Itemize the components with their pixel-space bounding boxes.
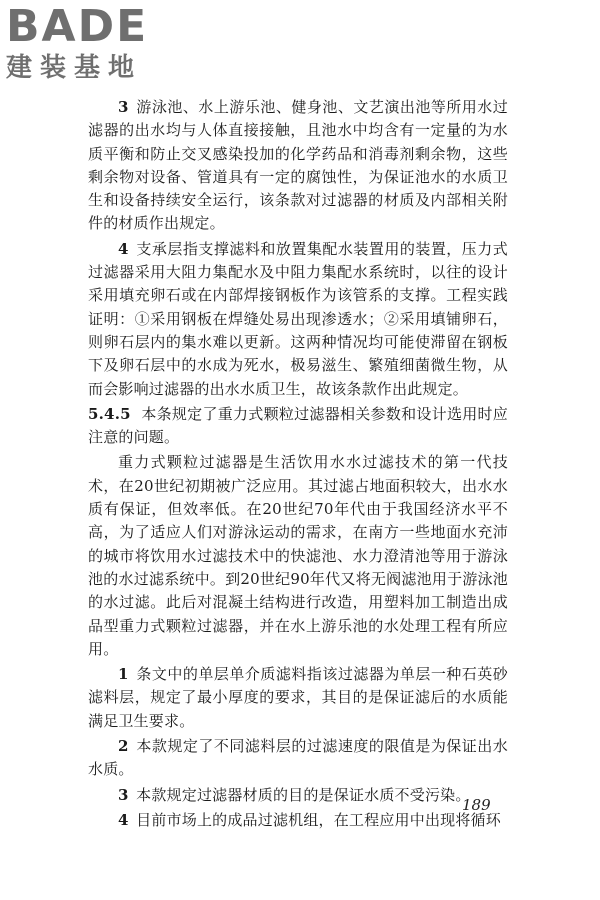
watermark-brand-chinese: 建装基地 (6, 53, 143, 83)
paragraph-text: 本款规定过滤器材质的目的是保证水质不受污染。 (136, 785, 471, 804)
item-number: 4 (118, 810, 129, 829)
item-number: 1 (118, 665, 129, 684)
document-body (88, 96, 508, 834)
paragraph-text: 本条规定了重力式颗粒过滤器相关参数和设计选用时应注意的问题。 (88, 404, 508, 447)
item-number: 4 (118, 239, 129, 258)
paragraph-item-2 (88, 735, 508, 782)
paragraph-text: 支承层指支撑滤料和放置集配水装置用的装置，压力式过滤器采用大阻力集配水及中阻力集配水系统时，以往的设计采用填充卵石或在内部焊接钢板作为该管系的支撑。工程实践证明：①采用钢板在焊缝处易出现渗透水；②采用填铺卵石，则卵石层内的集水难以更新。这两种情况均可能使滞留在钢板下及卵石层中的水成为死水，极易滋生、繁殖细菌微生物，从而会影响过滤器的出水水质卫生，故该条款作出此规定。 (88, 239, 508, 398)
watermark-brand-latin: BADE (6, 1, 149, 52)
item-number: 3 (118, 98, 129, 116)
paragraph-text: 游泳池、水上游乐池、健身池、文艺演出池等所用水过滤器的出水均与人体直接接触，且池水中均含有一定量的为水质平衡和防止交叉感染投加的化学药品和消毒剂剩余物，这些剩余物对设备、管道具有一定的腐蚀性，为保证池水的水质卫生和设备持续安全运行，该条款对过滤器的材质及内部相关附件的材质作出规定。 (88, 98, 508, 233)
paragraph-item-4b (88, 809, 508, 832)
paragraph-text: 本款规定了不同滤料层的过滤速度的限值是为保证出水水质。 (88, 737, 508, 779)
clause-5-4-5 (88, 403, 508, 450)
page-number: 189 (462, 796, 491, 814)
paragraph-item-1 (88, 663, 508, 733)
clause-number: 5.4.5 (88, 404, 131, 423)
paragraph-text: 重力式颗粒过滤器是生活饮用水水过滤技术的第一代技术，在20世纪初期被广泛应用。其过滤占地面积较大，出水水质有保证，但效率低。在20世纪70年代由于我国经济水平不高，为了适应人们对游泳运动的需求，在南方一些地面水充沛的城市将饮用水过滤技术中的快滤池、水力澄清池等用于游泳池的水过滤系统中。到20世纪90年代又将无阀滤池用于游泳池的水过滤。此后对混凝土结构进行改造，用塑料加工制造出成品型重力式颗粒过滤器，并在水上游乐池的水处理工程有所应用。 (88, 453, 508, 658)
item-number: 3 (118, 785, 129, 804)
paragraph-item-4 (88, 238, 508, 401)
paragraph-text: 条文中的单层单介质滤料指该过滤器为单层一种石英砂滤料层，规定了最小厚度的要求，其目的是保证滤后的水质能满足卫生要求。 (88, 665, 508, 730)
watermark-logo (6, 1, 176, 88)
item-number: 2 (118, 737, 129, 756)
paragraph-body (88, 451, 508, 661)
paragraph-item-3 (88, 96, 508, 236)
paragraph-text: 目前市场上的成品过滤机组，在工程应用中出现将循环 (136, 810, 501, 829)
paragraph-item-3b (88, 784, 508, 807)
